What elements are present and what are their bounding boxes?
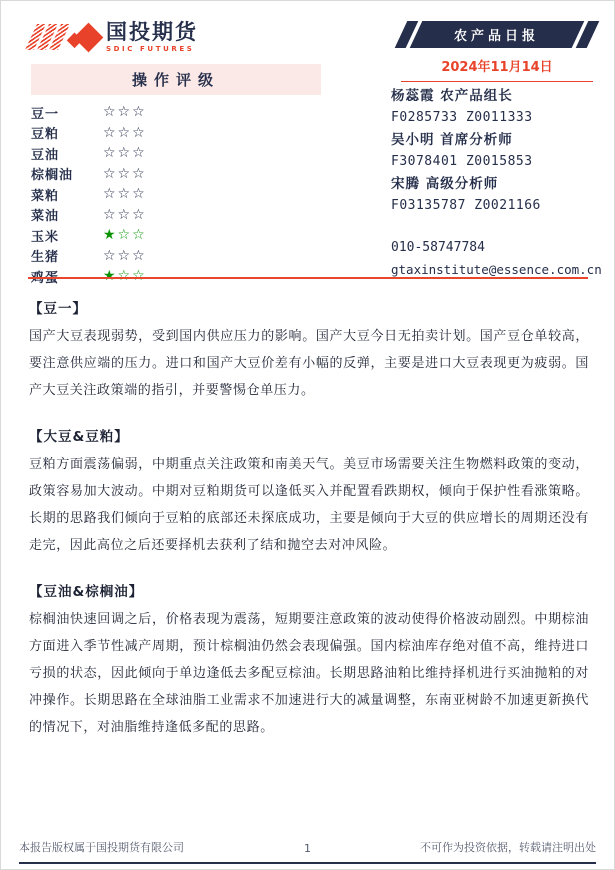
rating-row: [31, 123, 321, 143]
rating-label: 玉米: [31, 229, 60, 245]
page-number: 1: [304, 842, 311, 855]
report-body: [29, 297, 589, 762]
ratings-title: 操作评级: [31, 64, 321, 95]
analyst-name: 吴小明 首席分析师: [391, 132, 513, 148]
company-logo-icon: [31, 19, 99, 55]
rating-label: 豆粕: [31, 127, 60, 142]
rating-row: [31, 102, 321, 122]
contact-email: gtaxinstitute@essence.com.cn: [391, 262, 602, 277]
rating-row: [31, 184, 321, 204]
analyst-name: 宋腾 高级分析师: [391, 176, 499, 192]
section-dadou-doupo: [29, 425, 589, 559]
contact-phone: 010-58747784: [391, 240, 485, 255]
rating-row: [31, 143, 321, 163]
section-douyou-zonglvyou: [29, 580, 589, 741]
rating-stars: ☆☆☆: [103, 124, 147, 141]
rating-label: 豆油: [31, 147, 60, 163]
section-divider: [28, 277, 588, 279]
analyst-info: [391, 85, 603, 281]
rating-row: [31, 205, 321, 225]
copyright-text: 本报告版权属于国投期货有限公司: [19, 841, 184, 854]
company-name-cn: 国投期货: [106, 19, 198, 44]
analyst-name: 杨蕊霞 农产品组长: [391, 88, 513, 104]
rating-row: [31, 225, 321, 245]
section-douyi: [29, 297, 589, 404]
rating-stars: ☆☆☆: [103, 145, 147, 161]
section-text: 豆粕方面震荡偏弱，中期重点关注政策和南美天气。美豆市场需要关注生物燃料政策的变动，政策容易加大波动。中期对豆粕期货可以逢低买入并配置看跌期权，倾向于保护性看涨策略。长期的思路我们倾向于豆粕的底部还未探底成功，主要是倾向于大豆的供应增长的周期还没有走完，因此高位之后还要择机去获利了结和抛空去对冲风险。: [29, 457, 589, 553]
rating-stars: ☆☆☆: [103, 247, 147, 264]
disclaimer-text: 不可作为投资依据，转载请注明出处: [420, 841, 596, 854]
rating-label: 鸡蛋: [31, 270, 60, 286]
rating-label: 棕榈油: [31, 168, 74, 183]
masthead: [401, 21, 593, 82]
section-title: 【豆油&棕榈油】: [29, 584, 144, 600]
rating-stars: ☆☆☆: [103, 186, 147, 202]
rating-row: [31, 246, 321, 266]
analyst-codes: F03135787 Z0021166: [391, 198, 541, 213]
rating-stars: ★☆☆: [103, 268, 147, 284]
rating-row: [31, 266, 321, 286]
section-text: 国产大豆表现弱势，受到国内供应压力的影响。国产大豆今日无拍卖计划。国产豆仓单较高，要注意供应端的压力。进口和国产大豆价差有小幅的反弹，主要是进口大豆表现更为疲弱。国产大豆关注政策端的指引，并要警惕仓单压力。: [29, 329, 589, 398]
report-title-label: 农产品日报: [454, 29, 540, 44]
rating-stars: ☆☆☆: [103, 165, 147, 182]
rating-stars: ☆☆☆: [103, 206, 147, 223]
rating-stars: ★☆☆: [103, 227, 147, 243]
report-title: [410, 21, 585, 48]
company-logo: [31, 19, 198, 55]
rating-label: 生猪: [31, 250, 60, 265]
company-name-en: SDIC FUTURES: [106, 44, 195, 53]
section-title: 【豆一】: [29, 301, 87, 317]
company-logo-text: [106, 19, 198, 53]
page-footer: [19, 839, 596, 864]
section-title: 【大豆&豆粕】: [29, 429, 129, 445]
logo-diamond-icon: [74, 22, 104, 52]
report-date: 2024年11月14日: [401, 56, 593, 82]
rating-stars: ☆☆☆: [103, 104, 147, 120]
section-text: 棕榈油快速回调之后，价格表现为震荡，短期要注意政策的波动使得价格波动剧烈。中期棕油方面进入季节性减产周期，预计棕榈油仍然会表现偏强。国内棕油库存绝对值不高，维持进口亏损的状态，因此倾向于单边逢低去多配豆棕油。长期思路油粕比维持择机进行买油抛粕的对冲操作。长期思路在全球油脂工业需求不加速进行大的减量调整，东南亚树龄不加速更新换代的情况下，对油脂维持逢低多配的思路。: [29, 612, 589, 735]
rating-label: 菜粕: [31, 188, 60, 204]
ratings-list: [31, 102, 321, 286]
rating-label: 菜油: [31, 209, 60, 224]
analyst-codes: F0285733 Z0011333: [391, 110, 533, 125]
rating-row: [31, 164, 321, 184]
ratings-panel: [31, 64, 321, 286]
rating-label: 豆一: [31, 106, 60, 122]
analyst-codes: F3078401 Z0015853: [391, 154, 533, 169]
report-title-banner: [401, 21, 593, 48]
